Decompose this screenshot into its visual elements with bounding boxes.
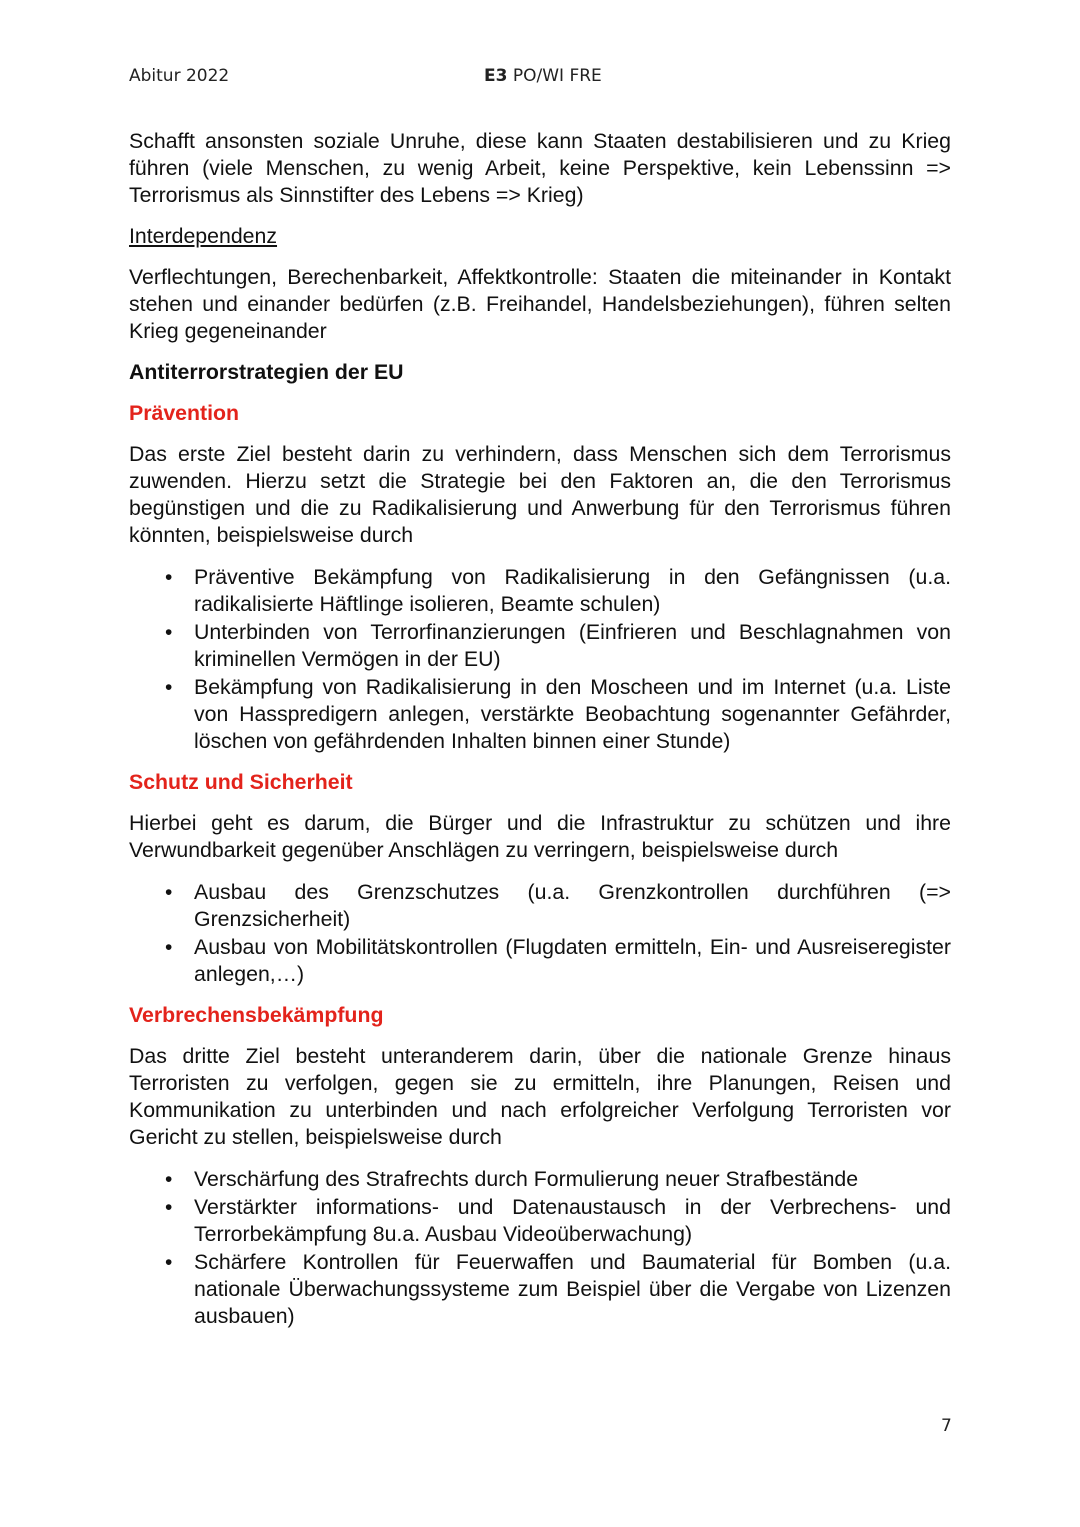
interdependenz-text: Verflechtungen, Berechenbarkeit, Affektkontrolle: Staaten die miteinander in Kontakt stehen und einander bedürfen (z.B. Freihandel, Handelsbeziehungen), führen selten Krieg gegeneinander — [129, 265, 951, 343]
list-item — [129, 564, 951, 618]
section-text-verbrechensbekaempfung: Das dritte Ziel besteht unteranderem darin, über die nationale Grenze hinaus Terroristen zu verfolgen, gegen sie zu ermitteln, ihre Planungen, Reisen und Kommunikation zu unterbinden und nach erfolgreicher Verfolgung Terroristen vor Gericht zu stellen, beispielsweise durch — [129, 1044, 951, 1149]
list-item-text: Unterbinden von Terrorfinanzierungen (Einfrieren und Beschlagnahmen von kriminellen Vermögen in der EU) — [194, 620, 951, 671]
main-heading: Antiterrorstrategien der EU — [129, 360, 404, 384]
page-content — [129, 128, 951, 1331]
list-item — [129, 879, 951, 933]
list-item — [129, 934, 951, 988]
page-number: 7 — [941, 1416, 952, 1436]
bullet-icon: • — [165, 1168, 173, 1191]
bullet-icon: • — [165, 1251, 173, 1274]
intro-paragraph: Schafft ansonsten soziale Unruhe, diese kann Staaten destabilisieren und zu Krieg führen (viele Menschen, zu wenig Arbeit, keine Perspektive, kein Lebenssinn => Terrorismus als Sinnstifter des Lebens => Krieg) — [129, 129, 951, 207]
section-text-praevention: Das erste Ziel besteht darin zu verhindern, dass Menschen sich dem Terrorismus zuwenden. Hierzu setzt die Strategie bei den Faktoren an, die den Terrorismus begünstigen und die zu Radikalisierung und Anwerbung für den Terrorismus führen könnten, beispielsweise durch — [129, 442, 951, 547]
bullet-icon: • — [165, 881, 173, 904]
list-item-text: Ausbau von Mobilitätskontrollen (Flugdaten ermitteln, Ein- und Ausreiseregister anlegen,…) — [194, 935, 951, 986]
interdependenz-heading: Interdependenz — [129, 224, 278, 248]
list-item-text: Präventive Bekämpfung von Radikalisierung in den Gefängnissen (u.a. radikalisierte Häftlinge isolieren, Beamte schulen) — [194, 565, 951, 616]
bullet-icon: • — [165, 1196, 173, 1219]
page-header — [129, 66, 951, 90]
section-heading-verbrechensbekaempfung: Verbrechensbekämpfung — [129, 1003, 384, 1027]
header-course-rest: PO/WI FRE — [507, 66, 602, 86]
list-item — [129, 619, 951, 673]
list-item-text: Verstärkter informations- und Datenaustausch in der Verbrechens- und Terrorbekämpfung 8u.a. Ausbau Videoüberwachung) — [194, 1195, 951, 1246]
bullet-icon: • — [165, 566, 173, 589]
bullet-list-schutz — [129, 879, 951, 988]
header-course-code: E3 — [484, 66, 508, 86]
list-item-text: Schärfere Kontrollen für Feuerwaffen und Baumaterial für Bomben (u.a. nationale Überwachungssysteme zum Beispiel über die Vergabe von Lizenzen ausbauen) — [194, 1250, 951, 1328]
section-heading-schutz: Schutz und Sicherheit — [129, 770, 353, 794]
bullet-icon: • — [165, 676, 173, 699]
bullet-list-praevention — [129, 564, 951, 755]
section-text-schutz: Hierbei geht es darum, die Bürger und die Infrastruktur zu schützen und ihre Verwundbarkeit gegenüber Anschlägen zu verringern, beispielsweise durch — [129, 811, 951, 862]
bullet-list-verbrechensbekaempfung — [129, 1166, 951, 1330]
header-left: Abitur 2022 — [129, 66, 230, 86]
header-center — [484, 66, 602, 86]
bullet-icon: • — [165, 936, 173, 959]
section-heading-praevention: Prävention — [129, 401, 240, 425]
list-item — [129, 1194, 951, 1248]
list-item — [129, 674, 951, 755]
list-item — [129, 1249, 951, 1330]
bullet-icon: • — [165, 621, 173, 644]
list-item-text: Verschärfung des Strafrechts durch Formulierung neuer Strafbestände — [194, 1167, 859, 1191]
list-item-text: Bekämpfung von Radikalisierung in den Moscheen und im Internet (u.a. Liste von Hasspredigern anlegen, verstärkte Beobachtung sogenannter Gefährder, löschen von gefährdenden Inhalten binnen einer Stunde) — [194, 675, 951, 753]
list-item — [129, 1166, 951, 1193]
list-item-text: Ausbau des Grenzschutzes (u.a. Grenzkontrollen durchführen (=> Grenzsicherheit) — [194, 880, 951, 931]
